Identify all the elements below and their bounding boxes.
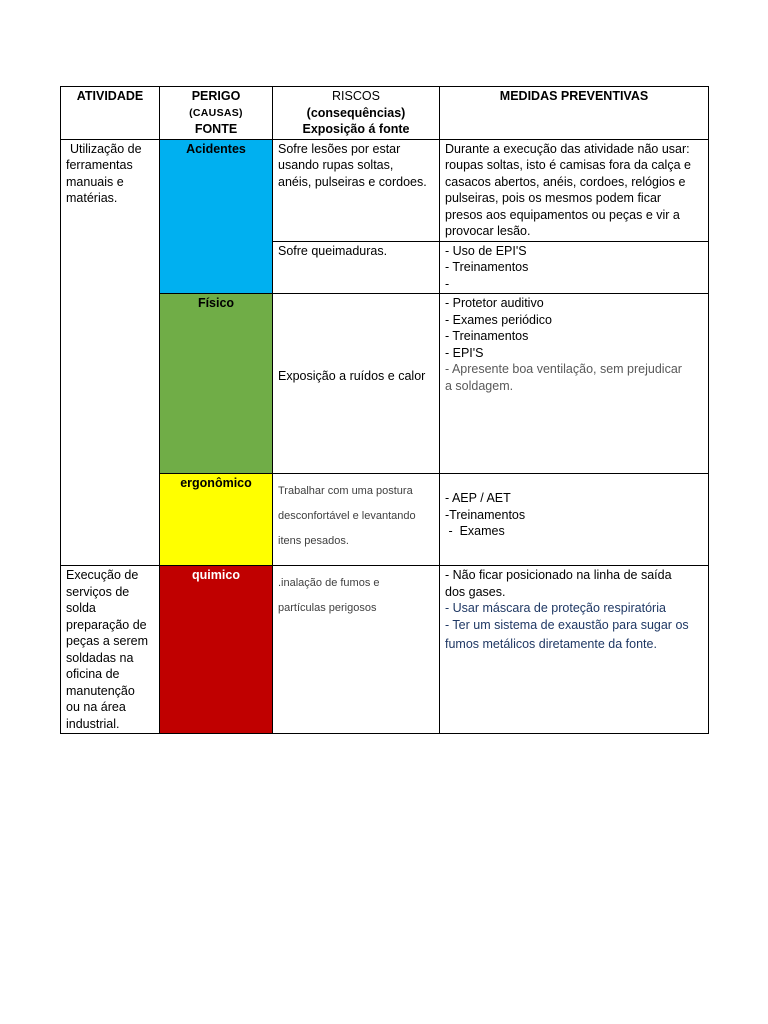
text-line: Sofre queimaduras.: [278, 243, 388, 258]
header-perigo-label: PERIGO: [191, 89, 241, 103]
text-line: - Usar máscara de proteção respiratória: [445, 601, 666, 615]
text-line: manuais e: [66, 174, 124, 189]
text-line: - Exames periódico: [445, 312, 552, 327]
medida-cell-5: [440, 566, 709, 734]
risco-cell-2: [273, 241, 440, 294]
text-line: - EPI'S: [445, 345, 484, 360]
text-line: industrial.: [66, 716, 120, 731]
text-line: Sofre lesões por estar: [278, 141, 401, 156]
text-line: - Treinamentos: [445, 260, 529, 274]
text-line: solda: [66, 601, 96, 615]
medida-cell-3: [440, 294, 709, 474]
text-line: Trabalhar com uma postura: [278, 485, 413, 497]
header-fonte-label: FONTE: [194, 122, 238, 136]
atividade-cell-1: [61, 139, 160, 566]
header-medidas: [440, 87, 709, 140]
text-line: Exposição a ruídos e calor: [278, 368, 426, 383]
header-atividade: [61, 87, 160, 140]
header-row: [61, 87, 709, 140]
perigo-acidentes-label: Acidentes: [186, 141, 246, 156]
text-line: .inalação de fumos e: [278, 577, 380, 589]
text-line: - Protetor auditivo: [445, 296, 544, 310]
risco-cell-4: [273, 474, 440, 566]
text-line: ou na área: [66, 700, 126, 714]
text-line: Durante a execução das atividade não usar:: [445, 141, 690, 156]
risco-cell-3: [273, 294, 440, 474]
medida-cell-1: [440, 139, 709, 241]
text-line: a soldagem.: [445, 378, 514, 393]
risco-cell-1: [273, 139, 440, 241]
perigo-acidentes: [160, 139, 273, 294]
text-line: manutenção: [66, 683, 135, 698]
text-line: - Treinamentos: [445, 329, 529, 343]
perigo-fisico-label: Físico: [197, 296, 235, 310]
perigo-ergonomico: [160, 474, 273, 566]
text-line: - Ter um sistema de exaustão para sugar os: [445, 617, 689, 632]
text-line: anéis, pulseiras e cordoes.: [278, 174, 427, 189]
header-riscos: [273, 87, 440, 140]
header-causas-label: (CAUSAS): [189, 106, 243, 119]
text-line: itens pesados.: [278, 535, 349, 547]
text-line: - Apresente boa ventilação, sem prejudicar: [445, 362, 682, 376]
text-line: preparação de: [66, 617, 147, 632]
text-line: - Exames: [445, 524, 505, 538]
risk-table: [60, 86, 709, 734]
text-line: presos aos equipamentos ou peças e vir a: [445, 207, 680, 222]
text-line: Execução de: [66, 568, 139, 582]
table-row: [61, 566, 709, 734]
header-riscos-label: RISCOS: [332, 89, 380, 103]
text-line: matérias.: [66, 191, 118, 205]
atividade-cell-2: [61, 566, 160, 734]
perigo-quimico-label: quimico: [192, 568, 240, 582]
header-exposicao-label: Exposição á fonte: [302, 122, 410, 136]
risco-cell-5: [273, 566, 440, 734]
header-medidas-label: MEDIDAS PREVENTIVAS: [499, 89, 649, 103]
text-line: usando rupas soltas,: [278, 158, 394, 172]
medida-cell-4: [440, 474, 709, 566]
text-line: - AEP / AET: [445, 491, 511, 505]
text-line: serviços de: [66, 584, 130, 599]
text-line: provocar lesão.: [445, 224, 531, 238]
text-line: -Treinamentos: [445, 507, 526, 522]
text-line: roupas soltas, isto é camisas fora da calça e: [445, 158, 691, 172]
perigo-quimico: [160, 566, 273, 734]
text-line: - Uso de EPI'S: [445, 243, 527, 258]
medida-cell-2: [440, 241, 709, 294]
text-line: partículas perigosos: [278, 602, 377, 614]
text-line: ferramentas: [66, 158, 133, 172]
table-row: [61, 139, 709, 241]
text-line: pulseiras, pois os mesmos podem ficar: [445, 191, 662, 205]
perigo-fisico: [160, 294, 273, 474]
text-line: oficina de: [66, 667, 120, 681]
text-line: dos gases.: [445, 584, 506, 599]
text-line: soldadas na: [66, 650, 134, 665]
text-line: Utilização de: [70, 141, 142, 156]
header-consequencias-label: (consequências): [306, 105, 406, 120]
text-line: desconfortável e levantando: [278, 510, 416, 522]
header-perigo: [160, 87, 273, 140]
text-line: casacos abertos, anéis, cordoes, relógios e: [445, 174, 686, 189]
text-line: - Não ficar posicionado na linha de saída: [445, 568, 672, 582]
text-line: -: [445, 276, 450, 291]
perigo-ergonomico-label: ergonômico: [180, 476, 252, 490]
header-atividade-label: ATIVIDADE: [76, 89, 144, 103]
text-line: fumos metálicos diretamente da fonte.: [445, 637, 657, 651]
text-line: peças a serem: [66, 634, 148, 648]
